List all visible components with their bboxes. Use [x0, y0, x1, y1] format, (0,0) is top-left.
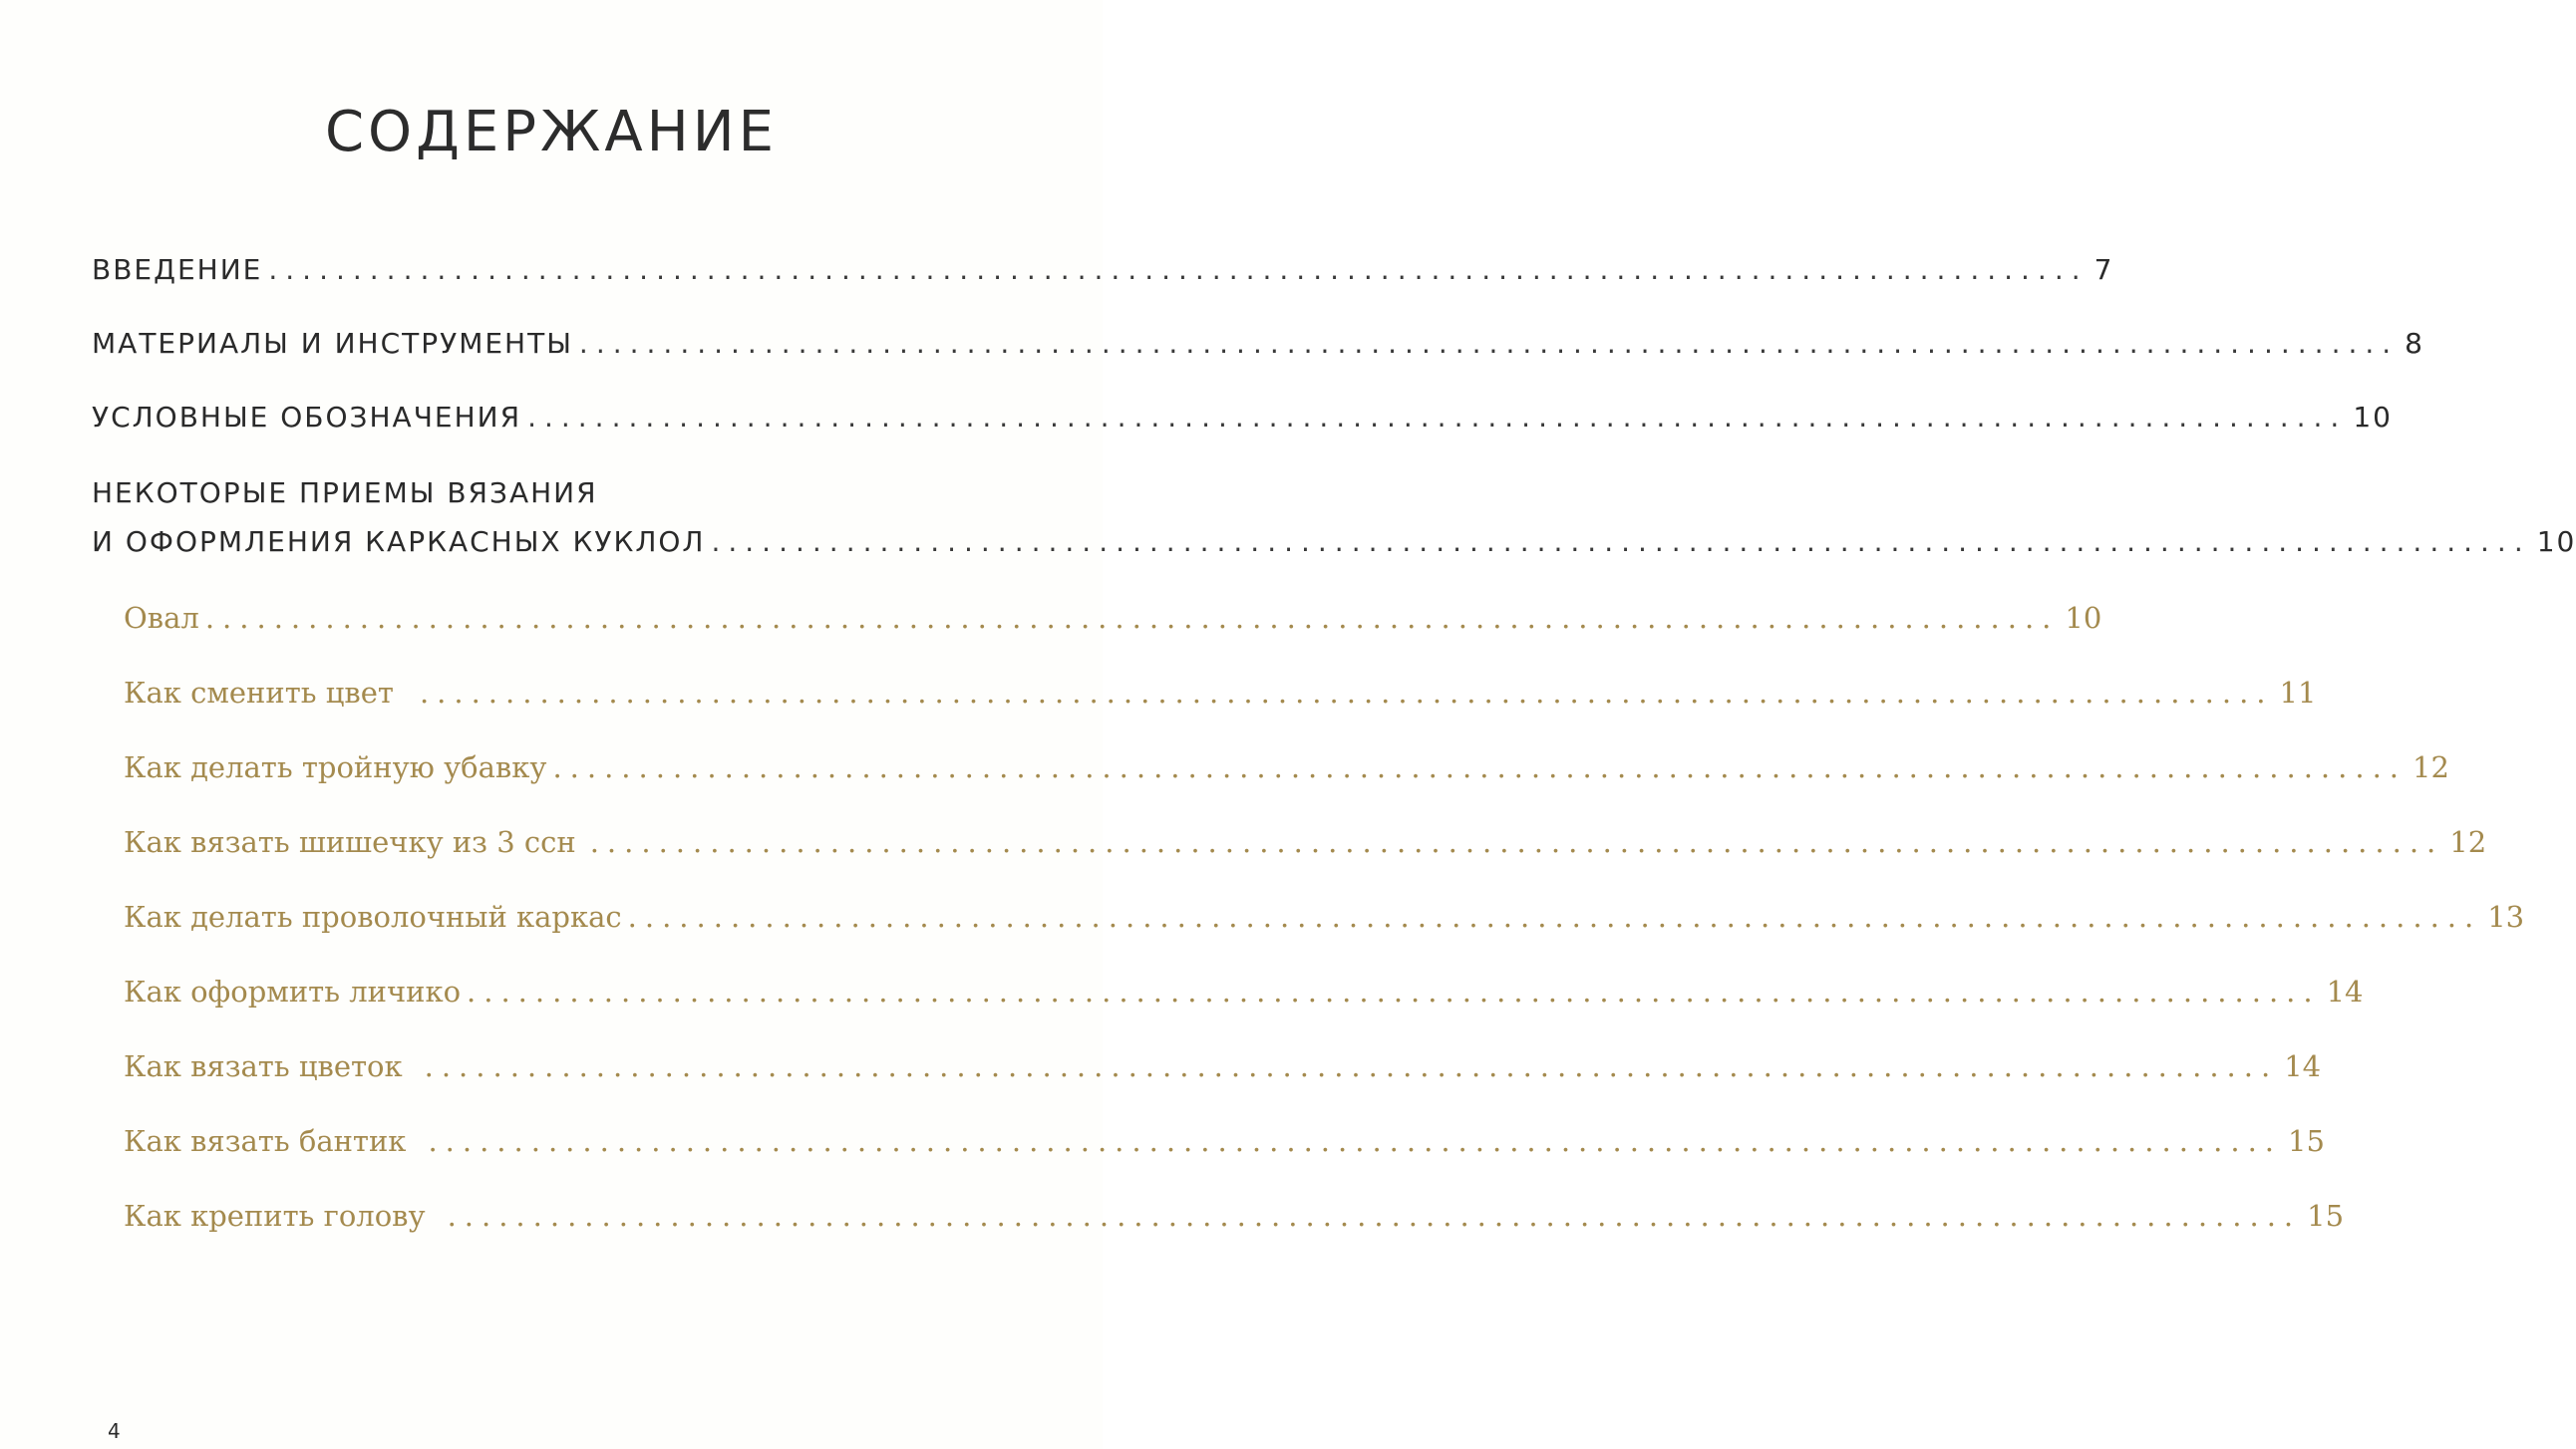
dot-leader: ............................................................................................................	[447, 1199, 2302, 1233]
toc-subentry[interactable]	[124, 1199, 2345, 1233]
toc-subentry-page: 13	[2487, 900, 2525, 934]
page-number: 4	[108, 1419, 121, 1443]
toc-subentry-label: Как делать проволочный каркас	[124, 900, 622, 934]
dot-leader: ............................................................................................................	[627, 900, 2482, 934]
dot-leader: ............................................................................................................	[711, 525, 2531, 558]
dot-leader: ............................................................................................................	[268, 253, 2089, 286]
toc-subentry-page: 15	[2307, 1199, 2345, 1233]
toc-subentry-page: 10	[2065, 601, 2102, 635]
toc-subentry-label: Как сменить цвет	[124, 676, 394, 710]
dot-leader: ............................................................................................................	[589, 825, 2444, 859]
toc-subentry-label: Овал	[124, 601, 199, 635]
toc-entry-page: 7	[2093, 253, 2114, 286]
toc-subentry-page: 14	[2284, 1049, 2322, 1083]
toc-entry-page: 10	[2536, 525, 2576, 558]
dot-leader: ............................................................................................................	[428, 1124, 2283, 1158]
dot-leader: ............................................................................................................	[552, 750, 2408, 784]
toc-subentry-label: Как вязать шишечку из 3 ссн	[124, 825, 576, 859]
toc-subentry[interactable]	[124, 900, 2525, 934]
toc-subentry-label: Как вязать бантик	[124, 1124, 407, 1158]
toc-entry-label: МАТЕРИАЛЫ И ИНСТРУМЕНТЫ	[92, 327, 573, 360]
toc-entry-techniques[interactable]	[92, 525, 2576, 558]
toc-subentry-page: 14	[2326, 975, 2364, 1009]
toc-subentry-page: 12	[2413, 750, 2449, 784]
toc-subentry-page: 12	[2449, 825, 2487, 859]
toc-subentry-label: Как оформить личико	[124, 975, 462, 1009]
toc-subentry[interactable]	[124, 750, 2449, 784]
toc-entry-page: 8	[2405, 327, 2424, 360]
toc-entry-page: 10	[2353, 401, 2393, 434]
toc-subentry-page: 15	[2288, 1124, 2325, 1158]
dot-leader: ............................................................................................................	[527, 401, 2348, 434]
toc-subentry-label: Как вязать цветок	[124, 1049, 403, 1083]
toc-entry-label: И ОФОРМЛЕНИЯ КАРКАСНЫХ КУКЛОЛ	[92, 525, 706, 558]
toc-subentry[interactable]	[124, 676, 2317, 710]
dot-leader: ............................................................................................................	[467, 975, 2321, 1009]
toc-subentry[interactable]	[124, 825, 2487, 859]
page-title: СОДЕРЖАНИЕ	[324, 100, 779, 164]
toc-entry-label: ВВЕДЕНИЕ	[92, 253, 263, 286]
toc-subentry-label: Как делать тройную убавку	[124, 750, 547, 784]
toc-entry-techniques-line1[interactable]: НЕКОТОРЫЕ ПРИЕМЫ ВЯЗАНИЯ	[92, 476, 598, 509]
dot-leader: ............................................................................................................	[424, 1049, 2279, 1083]
toc-subentry[interactable]	[124, 1124, 2325, 1158]
dot-leader: ............................................................................................................	[419, 676, 2274, 710]
toc-entry-introduction[interactable]	[92, 253, 2114, 286]
toc-entry-label: УСЛОВНЫЕ ОБОЗНАЧЕНИЯ	[92, 401, 522, 434]
toc-subentry-page: 11	[2279, 676, 2317, 710]
dot-leader: ............................................................................................................	[578, 327, 2400, 360]
toc-entry-materials[interactable]	[92, 327, 2424, 360]
dot-leader: ............................................................................................................	[204, 601, 2060, 635]
toc-subentry-label: Как крепить голову	[124, 1199, 426, 1233]
toc-entry-symbols[interactable]	[92, 401, 2393, 434]
toc-subentry[interactable]	[124, 601, 2102, 635]
toc-subentry[interactable]	[124, 1049, 2322, 1083]
toc-subentry[interactable]	[124, 975, 2364, 1009]
